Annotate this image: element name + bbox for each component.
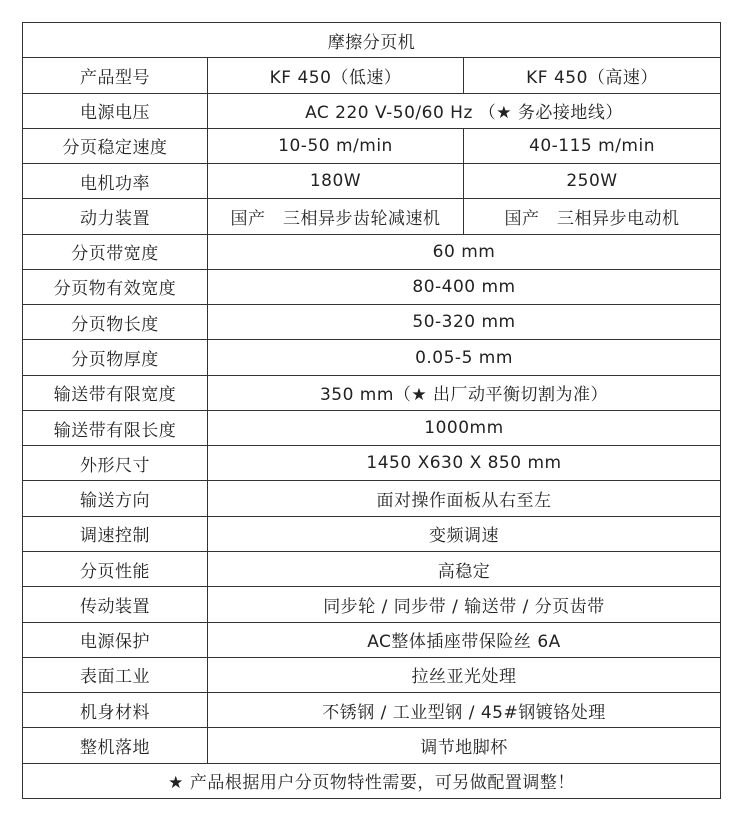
row-label: 整机落地 (23, 728, 208, 763)
table-row (23, 128, 721, 163)
row-value: 250W (464, 164, 721, 199)
row-value: 1450 X630 X 850 mm (208, 446, 721, 481)
row-label: 电机功率 (23, 164, 208, 199)
row-value: AC整体插座带保险丝 6A (208, 622, 721, 657)
row-label: 调速控制 (23, 516, 208, 551)
row-value: 40-115 m/min (464, 128, 721, 163)
row-value: 1000mm (208, 410, 721, 445)
table-row (23, 164, 721, 199)
table-row (23, 375, 721, 410)
table-row (23, 657, 721, 692)
footer-note: ★ 产品根据用户分页物特性需要，可另做配置调整！ (23, 763, 721, 798)
row-value: 调节地脚杯 (208, 728, 721, 763)
table-row (23, 269, 721, 304)
table-row (23, 340, 721, 375)
table-row (23, 410, 721, 445)
row-label: 外形尺寸 (23, 446, 208, 481)
row-value: 50-320 mm (208, 305, 721, 340)
row-label: 动力装置 (23, 199, 208, 234)
row-label: 分页物长度 (23, 305, 208, 340)
row-label: 输送带有限长度 (23, 410, 208, 445)
row-value: 高稳定 (208, 551, 721, 586)
row-label: 表面工业 (23, 657, 208, 692)
row-label: 电源电压 (23, 93, 208, 128)
row-value: 0.05-5 mm (208, 340, 721, 375)
footer-row (23, 763, 721, 798)
table-row (23, 234, 721, 269)
row-value: 拉丝亚光处理 (208, 657, 721, 692)
model-row (23, 58, 721, 93)
model-high-speed: KF 450（高速） (464, 58, 721, 93)
row-label: 分页物厚度 (23, 340, 208, 375)
table-row (23, 516, 721, 551)
row-label: 分页物有效宽度 (23, 269, 208, 304)
row-label: 输送带有限宽度 (23, 375, 208, 410)
title-row (23, 23, 721, 58)
table-row (23, 93, 721, 128)
row-value: 60 mm (208, 234, 721, 269)
table-title: 摩擦分页机 (23, 23, 721, 58)
table-row (23, 551, 721, 586)
row-label: 分页性能 (23, 551, 208, 586)
row-value: AC 220 V-50/60 Hz （★ 务必接地线） (208, 93, 721, 128)
row-value: 国产 三相异步齿轮减速机 (208, 199, 464, 234)
row-label: 电源保护 (23, 622, 208, 657)
table-row (23, 587, 721, 622)
row-value: 同步轮 / 同步带 / 输送带 / 分页齿带 (208, 587, 721, 622)
model-label: 产品型号 (23, 58, 208, 93)
row-label: 输送方向 (23, 481, 208, 516)
row-value: 350 mm（★ 出厂动平衡切割为准） (208, 375, 721, 410)
table-row (23, 199, 721, 234)
row-value: 10-50 m/min (208, 128, 464, 163)
row-label: 机身材料 (23, 693, 208, 728)
row-value: 国产 三相异步电动机 (464, 199, 721, 234)
spec-table (22, 22, 721, 799)
row-value: 面对操作面板从右至左 (208, 481, 721, 516)
row-value: 变频调速 (208, 516, 721, 551)
row-value: 180W (208, 164, 464, 199)
table-row (23, 446, 721, 481)
table-row (23, 622, 721, 657)
row-label: 分页稳定速度 (23, 128, 208, 163)
table-row (23, 481, 721, 516)
row-label: 传动装置 (23, 587, 208, 622)
model-low-speed: KF 450（低速） (208, 58, 464, 93)
table-row (23, 728, 721, 763)
row-label: 分页带宽度 (23, 234, 208, 269)
row-value: 不锈钢 / 工业型钢 / 45#钢镀铬处理 (208, 693, 721, 728)
table-row (23, 693, 721, 728)
table-row (23, 305, 721, 340)
row-value: 80-400 mm (208, 269, 721, 304)
